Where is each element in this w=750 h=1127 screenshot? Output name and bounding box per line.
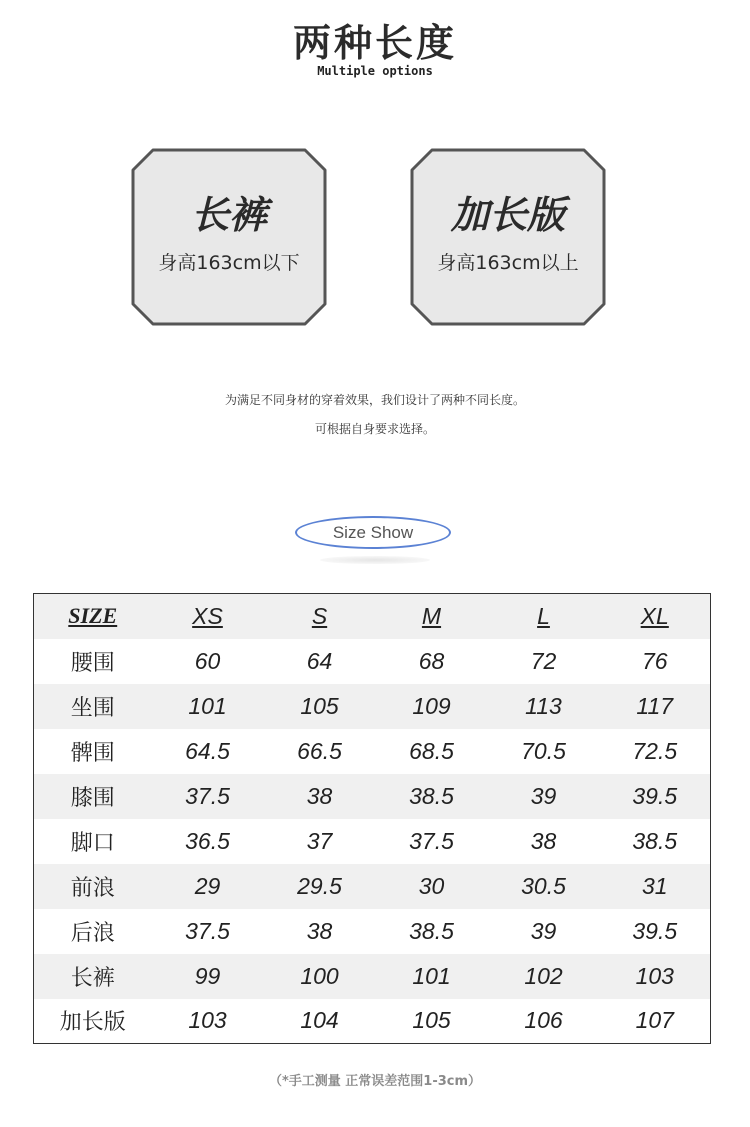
table-cell: 104 <box>300 1007 339 1034</box>
table-cell: 105 <box>264 684 376 729</box>
table-cell: 103 <box>188 1007 227 1034</box>
option-card-regular <box>131 148 327 326</box>
row-label: 髀围 <box>70 740 115 766</box>
table-cell: 64.5 <box>185 737 230 764</box>
table-header-s: S <box>264 594 376 639</box>
table-cell: 72 <box>530 647 557 674</box>
row-label: 加长版 <box>59 1010 126 1036</box>
table-row <box>34 999 711 1044</box>
table-cell: 39.5 <box>632 917 678 944</box>
option-card-extended <box>410 148 606 326</box>
row-label: 后浪 <box>70 920 115 946</box>
table-cell: 117 <box>600 684 711 729</box>
table-cell: 38 <box>530 827 557 854</box>
row-label: 腰围 <box>70 650 115 676</box>
table-cell: 101 <box>376 954 488 999</box>
table-cell: 109 <box>376 684 488 729</box>
table-cell: 37.5 <box>409 827 454 854</box>
table-cell: 106 <box>524 1007 563 1034</box>
page-subtitle: Multiple options <box>317 64 433 78</box>
table-cell: 38.5 <box>409 917 454 944</box>
table-cell: 100 <box>264 954 376 999</box>
table-row <box>34 684 711 729</box>
option-subtitle: 身高163cm以上 <box>437 252 579 274</box>
table-cell: 103 <box>600 954 711 999</box>
table-header-l: L <box>488 594 600 639</box>
row-label: 坐围 <box>34 684 152 729</box>
footnote: （*手工测量 正常误差范围1-3cm） <box>268 1074 482 1089</box>
table-row <box>34 909 711 954</box>
table-cell: 66.5 <box>297 737 342 764</box>
table-cell: 38 <box>264 774 376 819</box>
row-label: 膝围 <box>34 774 152 819</box>
table-cell: 29.5 <box>264 864 376 909</box>
page-title: 两种长度 <box>292 21 457 65</box>
table-cell: 38.5 <box>632 827 678 854</box>
table-cell: 99 <box>152 954 264 999</box>
table-cell: 101 <box>152 684 264 729</box>
row-label: 前浪 <box>34 864 152 909</box>
table-cell: 39 <box>488 774 600 819</box>
option-title: 加长版 <box>450 193 565 237</box>
table-cell: 113 <box>488 684 600 729</box>
table-row <box>34 639 711 684</box>
table-cell: 60 <box>194 647 221 674</box>
size-table <box>33 593 711 1044</box>
table-cell: 107 <box>635 1007 674 1034</box>
table-cell: 36.5 <box>185 827 230 854</box>
table-row <box>34 774 711 819</box>
option-title: 长裤 <box>190 193 267 237</box>
table-cell: 38.5 <box>376 774 488 819</box>
description-line: 可根据自身要求选择。 <box>314 422 435 436</box>
table-cell: 102 <box>488 954 600 999</box>
row-label: 长裤 <box>34 954 152 999</box>
table-header-xs: XS <box>152 594 264 639</box>
table-cell: 70.5 <box>521 737 566 764</box>
row-label: 脚口 <box>70 830 115 856</box>
table-cell: 76 <box>641 647 668 674</box>
table-header-xl: XL <box>600 594 711 639</box>
table-cell: 38 <box>306 917 333 944</box>
table-cell: 31 <box>600 864 711 909</box>
table-header-row <box>34 594 711 639</box>
table-header-size: SIZE <box>34 594 152 639</box>
option-subtitle: 身高163cm以下 <box>158 252 300 274</box>
description-line: 为满足不同身材的穿着效果，我们设计了两种不同长度。 <box>224 393 525 407</box>
table-header-m: M <box>376 594 488 639</box>
table-cell: 105 <box>412 1007 451 1034</box>
table-cell: 39 <box>530 917 557 944</box>
table-cell: 72.5 <box>632 737 678 764</box>
table-cell: 37.5 <box>152 774 264 819</box>
table-row <box>34 954 711 999</box>
size-show-shadow <box>320 556 430 564</box>
table-cell: 37.5 <box>185 917 230 944</box>
table-cell: 37 <box>306 827 333 854</box>
size-show-badge: Size Show <box>295 516 451 549</box>
table-cell: 68.5 <box>409 737 454 764</box>
table-cell: 30 <box>376 864 488 909</box>
table-row <box>34 864 711 909</box>
table-cell: 29 <box>152 864 264 909</box>
table-row <box>34 819 711 864</box>
table-cell: 30.5 <box>488 864 600 909</box>
table-cell: 68 <box>418 647 445 674</box>
table-cell: 39.5 <box>600 774 711 819</box>
table-cell: 64 <box>306 647 333 674</box>
table-row <box>34 729 711 774</box>
